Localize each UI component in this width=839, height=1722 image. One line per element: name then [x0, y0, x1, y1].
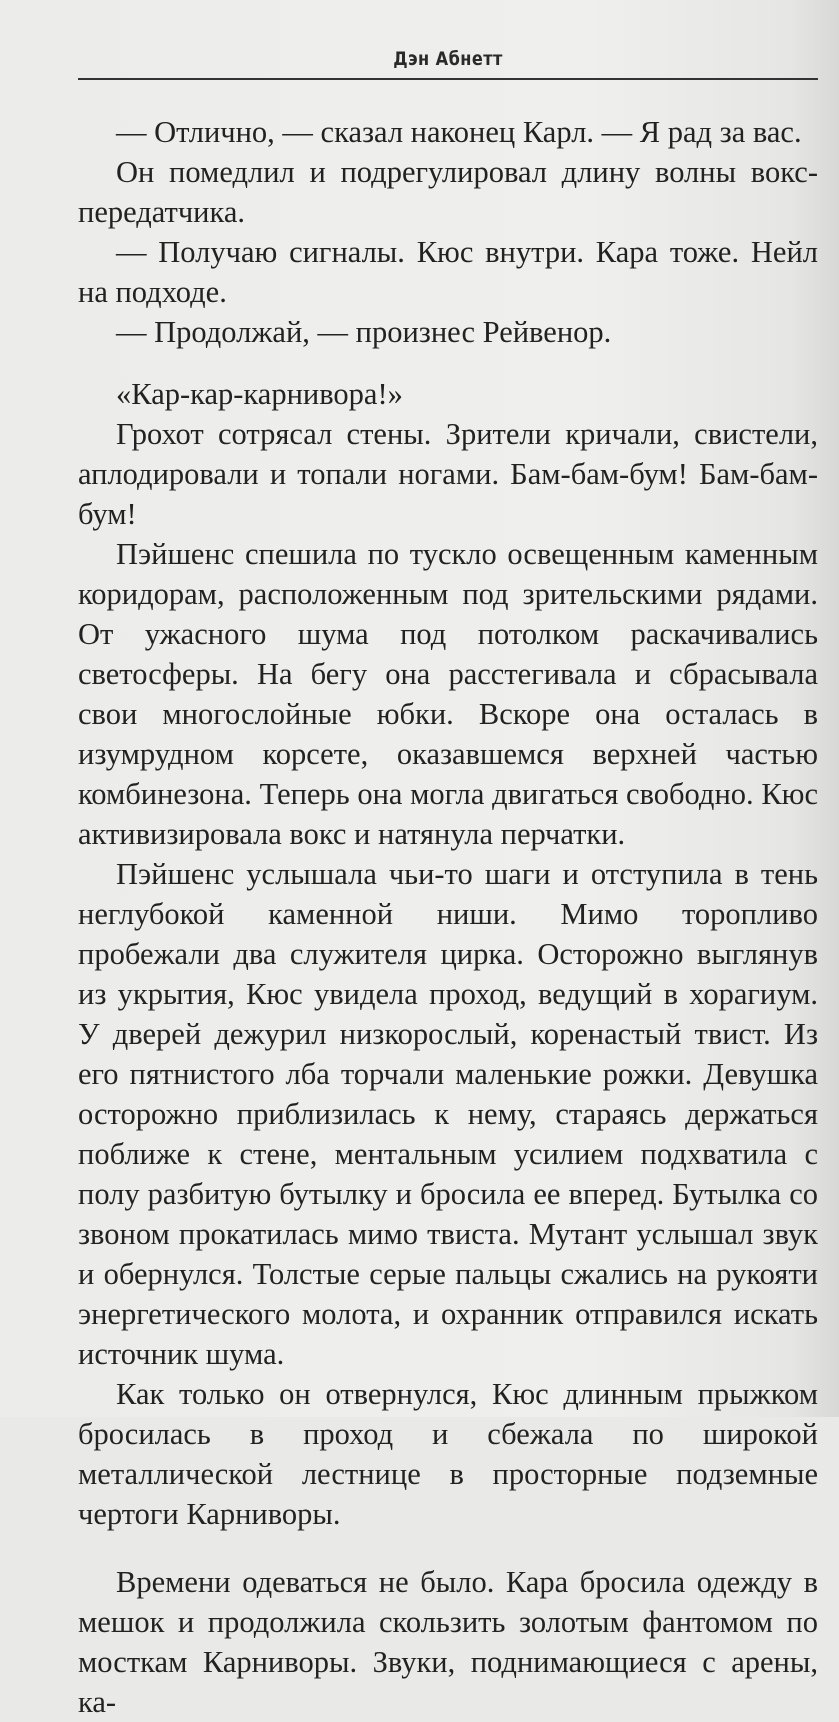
paragraph: — Получаю сигналы. Кюс внутри. Кара тоже. Нейл на подходе.: [78, 235, 818, 309]
paragraph: Как только он отвернулся, Кюс длинным прыжком бросилась в проход и сбежала по широкой металлической лестнице в просторные подземные чертоги Карниворы.: [78, 1377, 818, 1531]
paragraph: — Отлично, — сказал наконец Карл. — Я рад за вас.: [116, 115, 802, 149]
paragraph: Пэйшенс спешила по тускло освещенным каменным коридорам, расположенным под зрительскими рядами. От ужасного шума под потолком раскачивались светосферы. На бегу она расстегивала и сбрасывала свои многослойные юбки. Вскоре она осталась в изумрудном корсете, оказавшемся верхней частью комбинезона. Теперь она могла двигаться свободно. Кюс активизировала вокс и натянула перчатки.: [78, 537, 818, 851]
paragraph: Грохот сотрясал стены. Зрители кричали, свистели, аплодировали и топали ногами. Бам-бам-бум! Бам-бам-бум!: [78, 417, 818, 531]
author-name: Дэн Абнетт: [393, 48, 503, 70]
running-header: [78, 48, 818, 82]
paragraph: «Кар-кар-карнивора!»: [116, 377, 403, 411]
header-rule: [78, 78, 818, 80]
paragraph: Он помедлил и подрегулировал длину волны вокс-передатчика.: [78, 155, 818, 229]
paragraph: Времени одеваться не было. Кара бросила одежду в мешок и продолжила скользить золотым фантомом по мосткам Карниворы. Звуки, поднимающиеся с арены, ка-: [78, 1565, 818, 1719]
paragraph: — Продолжай, — произнес Рейвенор.: [116, 315, 612, 349]
body-text: [78, 112, 818, 1722]
paragraph: Пэйшенс услышала чьи-то шаги и отступила в тень неглубокой каменной ниши. Мимо торопливо пробежали два служителя цирка. Осторожно выглянув из укрытия, Кюс увидела проход, ведущий в хорагиум. У дверей дежурил низкорослый, коренастый твист. Из его пятнистого лба торчали маленькие рожки. Девушка осторожно приблизилась к нему, стараясь держаться поближе к стене, ментальным усилием подхватила с полу разбитую бутылку и бросила ее вперед. Бутылка со звоном прокатилась мимо твиста. Мутант услышал звук и обернулся. Толстые серые пальцы сжались на рукояти энергетического молота, и охранник отправился искать источник шума.: [78, 857, 818, 1371]
